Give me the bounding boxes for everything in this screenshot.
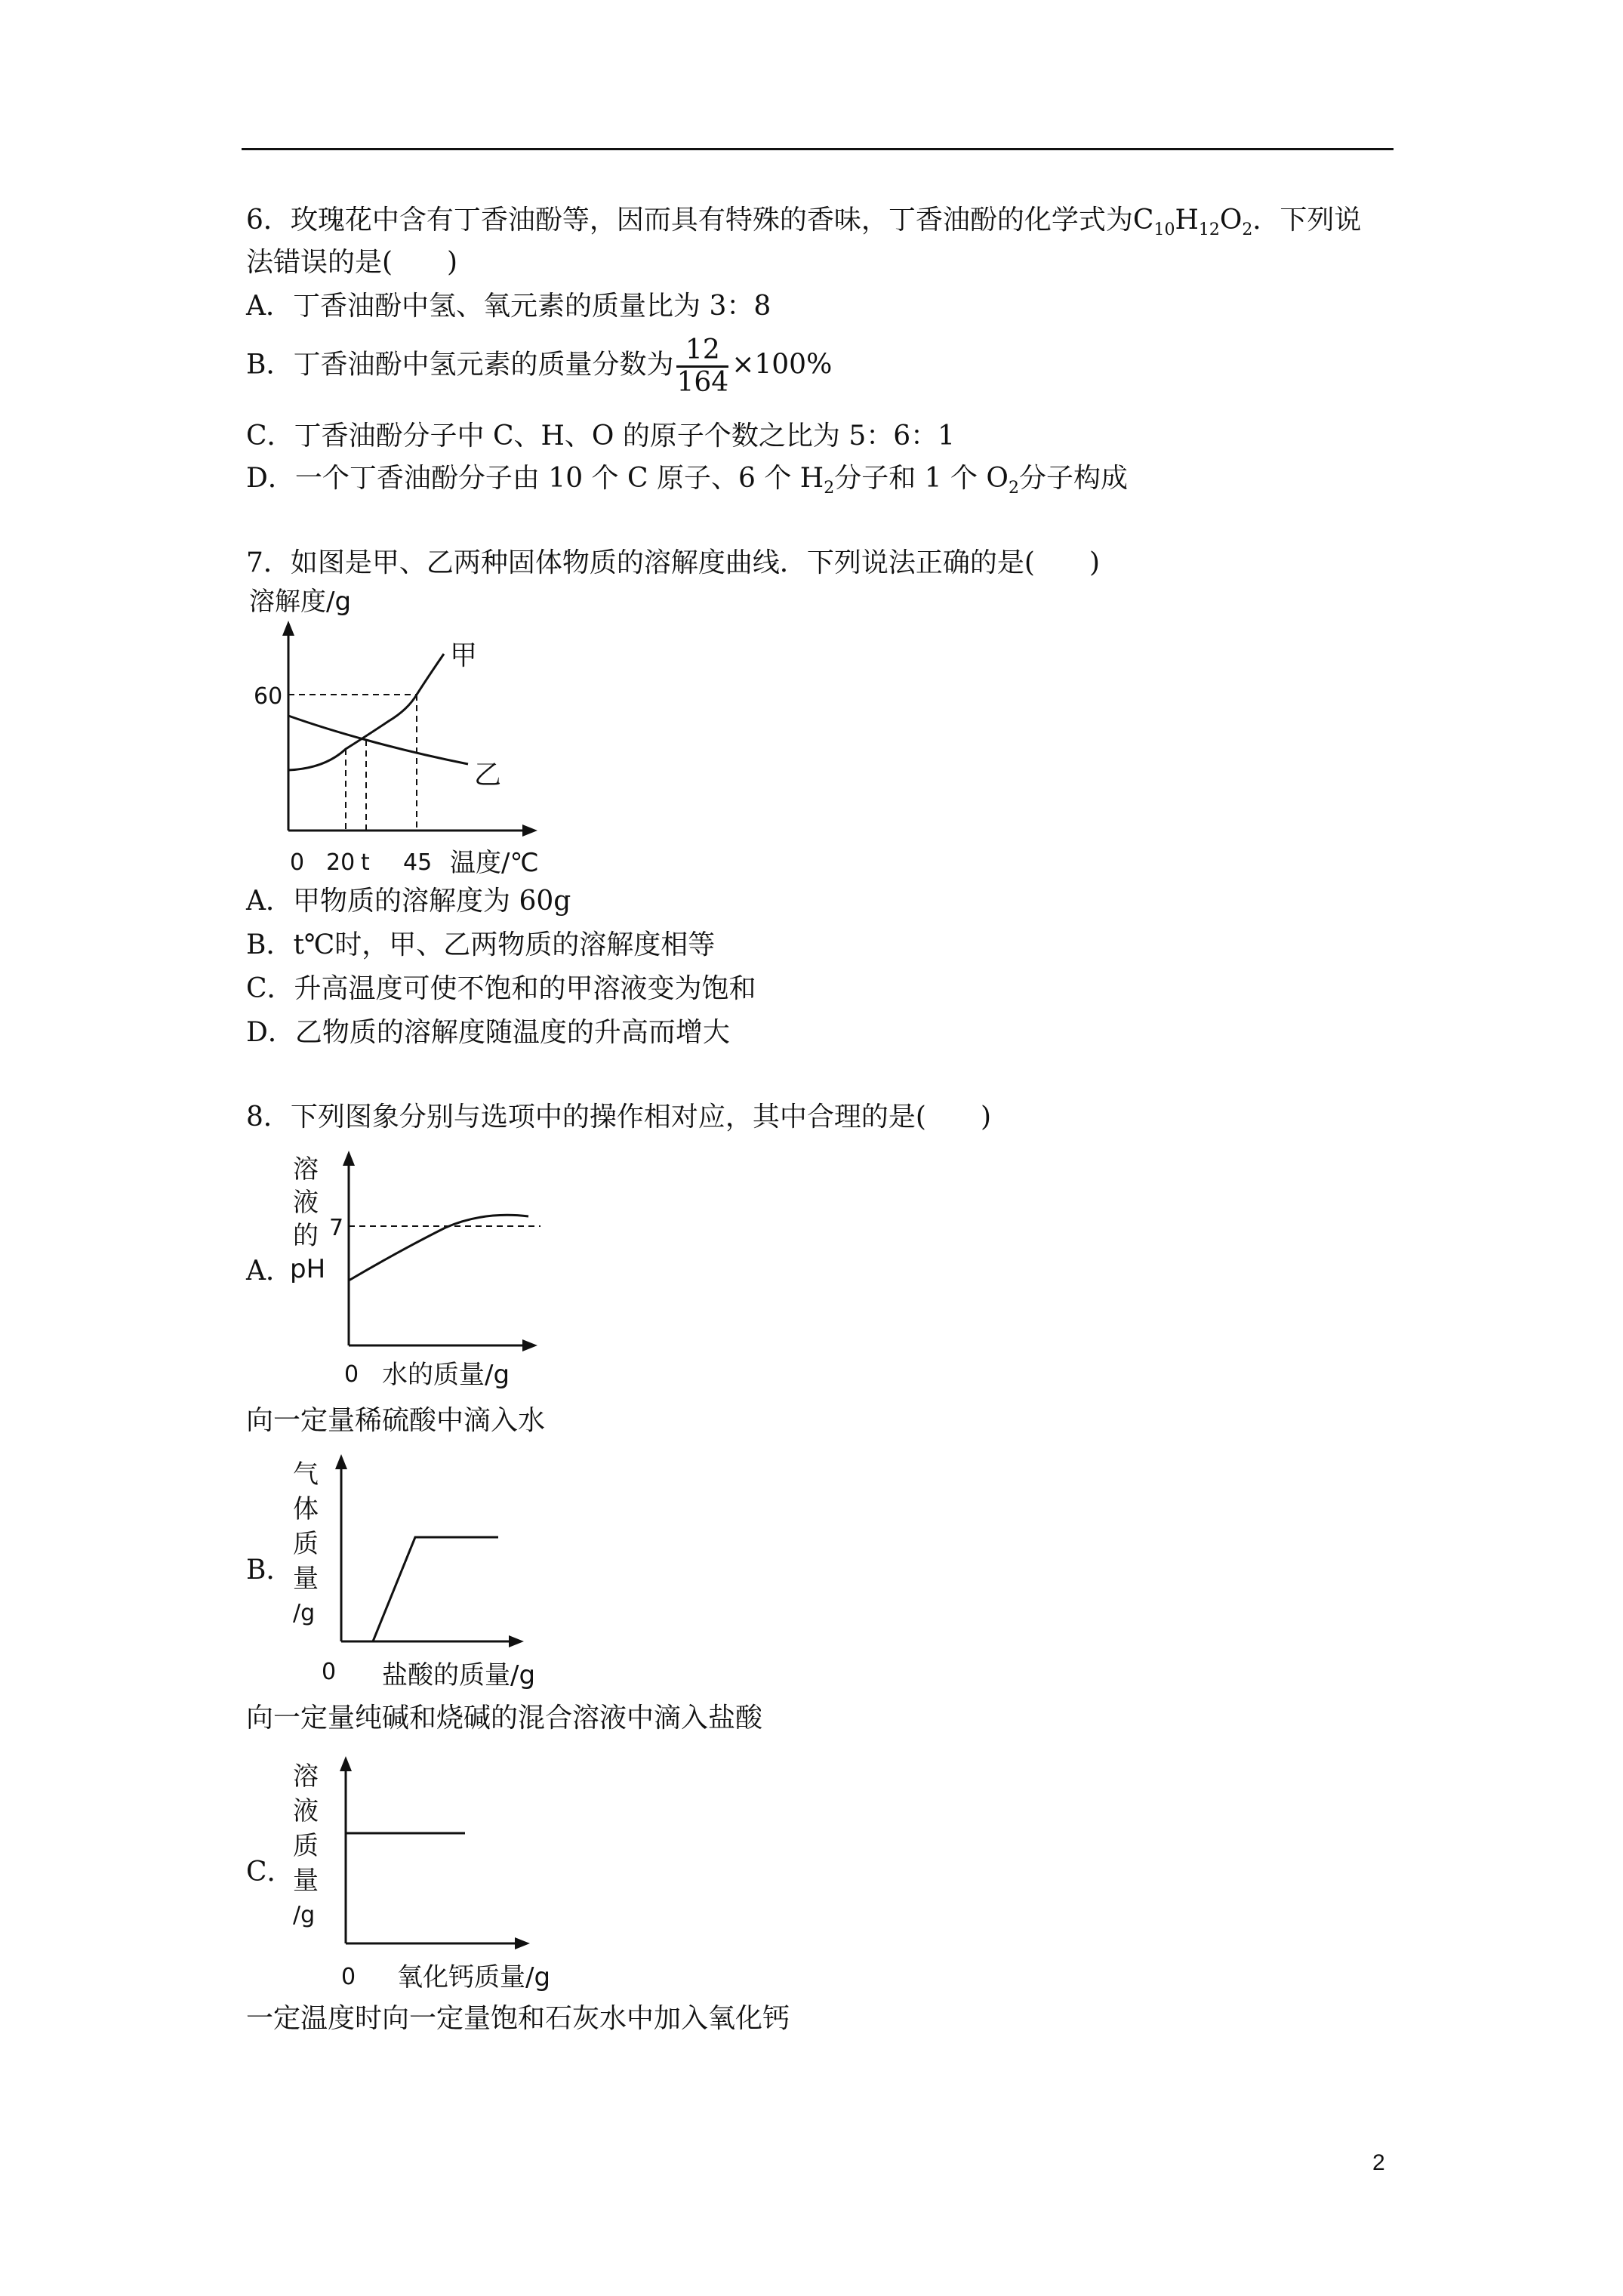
q7-option-d: D．乙物质的溶解度随温度的升高而增大	[246, 1017, 730, 1048]
q7-solubility-chart	[242, 581, 574, 891]
q6-option-a: A．丁香油酚中氢、氧元素的质量比为 3：8	[246, 291, 771, 322]
q7-y-arrow	[282, 621, 294, 636]
q7-xtick-45: 45	[403, 849, 433, 876]
q8-c-origin: 0	[341, 1964, 356, 1990]
q8-c-x-arrow	[515, 1937, 530, 1949]
q7-x-arrow	[522, 824, 537, 837]
q8-a-y-arrow	[343, 1151, 355, 1166]
q8-c-xlabel: 氧化钙质量/g	[397, 1962, 551, 1992]
q8-b-x-arrow	[509, 1635, 524, 1647]
q8-a-ylabel-2: 液	[293, 1188, 319, 1218]
q8-a-label: A．	[246, 1256, 293, 1287]
q8-b-ylabel-2: 体	[293, 1494, 319, 1524]
q8-c-ylabel-3: 质	[293, 1831, 319, 1861]
q8-c-ylabel-5: /g	[293, 1902, 316, 1928]
q8-b-xlabel: 盐酸的质量/g	[382, 1660, 536, 1690]
q8-c-chart	[279, 1750, 574, 2001]
q7-xtick-t: t	[361, 849, 370, 876]
q7-xtick-20: 20	[326, 849, 356, 876]
q8-stem: 8．下列图象分别与选项中的操作相对应，其中合理的是( )	[246, 1102, 991, 1133]
page-number: 2	[1372, 2150, 1385, 2175]
q8-b-label: B．	[246, 1555, 294, 1586]
q6-stem-line1: 6．玫瑰花中含有丁香油酚等，因而具有特殊的香味，丁香油酚的化学式为$C_{10}H_{12}O_2$．下列说	[246, 205, 1362, 239]
q8-c-ylabel-1: 溶	[293, 1761, 319, 1792]
q7-curve-yi	[288, 716, 468, 764]
q8-b-y-arrow	[335, 1454, 347, 1469]
q8-b-caption: 向一定量纯碱和烧碱的混合溶液中滴入盐酸	[246, 1703, 763, 1734]
q8-b-ylabel-3: 质	[293, 1529, 319, 1559]
q7-ylabel: 溶解度/g	[249, 587, 352, 617]
q8-b-ylabel-1: 气	[293, 1459, 319, 1490]
q8-b-ylabel-4: 量	[293, 1564, 319, 1594]
q8-a-x-arrow	[522, 1339, 537, 1351]
q8-a-xlabel: 水的质量/g	[382, 1360, 510, 1390]
q8-b-ylabel-5: /g	[293, 1600, 316, 1626]
q8-c-ylabel-2: 液	[293, 1796, 319, 1826]
q8-a-origin: 0	[344, 1361, 359, 1388]
q8-c-label: C．	[246, 1857, 294, 1888]
q7-label-yi: 乙	[474, 760, 502, 791]
q6-fraction: $\frac{12}{164}$	[676, 334, 729, 398]
q8-c-y-arrow	[340, 1756, 352, 1771]
q8-b-chart	[279, 1448, 551, 1699]
q8-a-caption: 向一定量稀硫酸中滴入水	[246, 1405, 546, 1436]
header-rule	[242, 148, 1394, 150]
q8-a-ylabel-1: 溶	[293, 1154, 319, 1185]
q7-option-b: B．t℃时，甲、乙两物质的溶解度相等	[246, 929, 716, 960]
q7-label-jia: 甲	[450, 640, 478, 671]
q8-b-origin: 0	[322, 1659, 337, 1685]
q8-a-chart	[279, 1145, 551, 1394]
q8-a-ylabel-4: pH	[290, 1254, 326, 1284]
q7-xtick-0: 0	[290, 849, 305, 876]
q8-a-ytick-7: 7	[329, 1215, 344, 1241]
q6-option-d: D．一个丁香油酚分子由 10 个 C 原子、6 个 $H_2$分子和 1 个 $O_2$分子构成	[246, 463, 1128, 498]
q6-option-b: B．丁香油酚中氢元素的质量分数为 $\frac{12}{164}$ ×100%	[246, 334, 833, 398]
q7-option-c: C．升高温度可使不饱和的甲溶液变为饱和	[246, 973, 756, 1004]
q8-a-curve	[349, 1215, 528, 1281]
q6-stem-line2: 法错误的是( )	[246, 247, 458, 278]
q7-option-a: A．甲物质的溶解度为 60g	[246, 886, 571, 917]
q8-c-caption: 一定温度时向一定量饱和石灰水中加入氧化钙	[246, 2003, 790, 2034]
q7-stem: 7．如图是甲、乙两种固体物质的溶解度曲线．下列说法正确的是( )	[246, 547, 1100, 578]
q7-xlabel: 温度/℃	[450, 848, 539, 878]
q8-a-ylabel-3: 的	[293, 1221, 319, 1251]
q7-ytick-60: 60	[254, 683, 283, 710]
q8-b-curve	[373, 1537, 498, 1641]
q8-c-ylabel-4: 量	[293, 1866, 319, 1896]
q6-option-c: C．丁香油酚分子中 C、H、O 的原子个数之比为 5：6：1	[246, 421, 956, 451]
